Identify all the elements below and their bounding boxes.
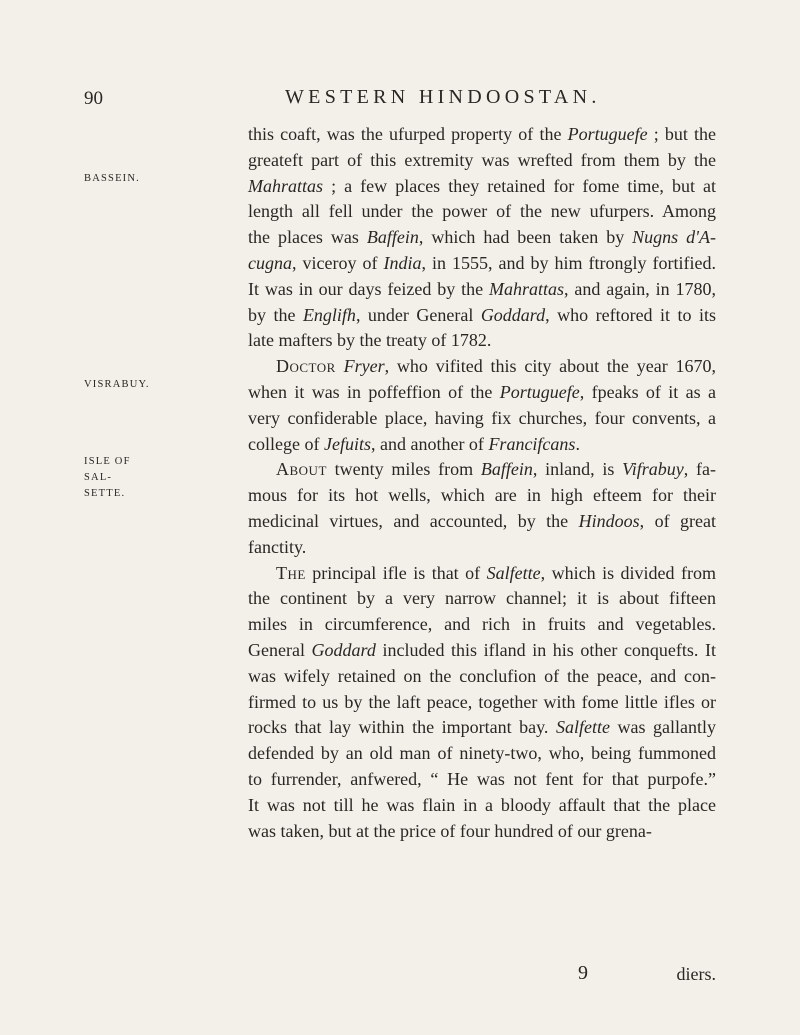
- italic-term: Nugns d'A-: [632, 227, 716, 248]
- text-run: The principal ifle is that of: [276, 562, 487, 583]
- italic-term: Goddard: [311, 639, 376, 660]
- text-run: greateft part of this extremity was wrefted from them by the: [248, 149, 716, 170]
- margin-note-line: SETTE.: [84, 488, 126, 499]
- italic-term: Fryer: [343, 356, 385, 377]
- italic-term: Francifcans: [488, 433, 576, 454]
- italic-term: Baffein: [366, 227, 419, 248]
- paragraph-lead-word: The: [276, 562, 306, 583]
- text-run: by the: [248, 304, 303, 325]
- text-line: [248, 432, 716, 458]
- text-run: the places was: [248, 227, 367, 248]
- text-run: , viceroy of: [292, 252, 384, 273]
- text-line: [248, 457, 716, 483]
- text-line: [248, 819, 716, 845]
- text-line: [248, 767, 716, 793]
- italic-term: Mahrattas: [488, 278, 564, 299]
- italic-term: Baffein: [480, 459, 533, 480]
- text-run: very confiderable place, having fix churches, four convents, a: [248, 407, 716, 428]
- text-run: , and again, in 1780,: [564, 278, 716, 299]
- text-run: , which had been taken by: [418, 227, 633, 248]
- text-run: , and another of: [370, 433, 489, 454]
- italic-term: Mahrattas: [248, 175, 324, 196]
- italic-term: Goddard: [480, 304, 546, 325]
- text-line: [248, 225, 716, 251]
- margin-note-isle-of-salsette: [84, 454, 150, 502]
- text-run: college of: [248, 433, 324, 454]
- text-line: [248, 561, 716, 587]
- running-head: WESTERN HINDOOSTAN.: [285, 86, 601, 108]
- margin-note-bassein: BASSEIN.: [84, 173, 140, 184]
- text-run: It was in our days feized by the: [248, 278, 489, 299]
- text-line: [248, 406, 716, 432]
- italic-term: India: [383, 252, 422, 273]
- text-run: , under General: [355, 304, 481, 325]
- text-run: length all fell under the power of the new ufurpers. Among: [248, 201, 716, 222]
- text-line: [248, 535, 716, 561]
- catchword: diers.: [676, 964, 716, 984]
- text-line: [248, 483, 716, 509]
- text-line: [248, 715, 716, 741]
- text-line: [248, 122, 716, 148]
- text-run: General: [248, 639, 312, 660]
- text-run: the continent by a very narrow channel; it is about fifteen: [248, 588, 716, 609]
- paragraph-lead-word: About: [276, 459, 327, 480]
- text-line: [248, 277, 716, 303]
- text-run: was gallantly: [609, 717, 716, 738]
- margin-note-line: ISLE OF SAL-: [84, 456, 131, 483]
- text-run: It was not till he was flain in a bloody affault that the place: [248, 794, 716, 815]
- text-line: [248, 354, 716, 380]
- text-run: late mafters by the treaty of 1782.: [248, 330, 492, 351]
- signature-mark: 9: [578, 962, 588, 984]
- italic-term: Hindoos: [578, 510, 640, 531]
- text-line: [248, 638, 716, 664]
- text-line: [248, 741, 716, 767]
- text-run: , who reftored it to its: [545, 304, 716, 325]
- italic-term: Salfette: [486, 562, 541, 583]
- text-run: firmed to us by the laft peace, together with fome little ifles or: [248, 691, 716, 712]
- italic-term: Vifrabuy: [622, 459, 684, 480]
- text-run: medicinal virtues, and accounted, by the: [248, 510, 579, 531]
- text-line: [248, 664, 716, 690]
- italic-term: Salfette: [555, 717, 610, 738]
- text-run: this coaft, was the ufurped property of the: [248, 124, 568, 144]
- italic-term: Englifh: [302, 304, 356, 325]
- italic-term: Jefuits: [323, 433, 371, 454]
- text-run: .: [575, 433, 580, 454]
- text-line: [248, 148, 716, 174]
- text-run: ; a few places they retained for fome time, but at: [323, 175, 716, 196]
- text-run: fanctity.: [248, 536, 307, 557]
- page-number: 90: [84, 88, 103, 109]
- text-line: [248, 612, 716, 638]
- text-run: mous for its hot wells, which are in high efteem for their: [248, 485, 716, 506]
- text-run: , inland, is: [532, 459, 623, 480]
- text-run: included this ifland in his other conquefts. It: [375, 639, 716, 660]
- text-line: [248, 380, 716, 406]
- body-text: [248, 122, 716, 844]
- text-line: [248, 174, 716, 200]
- text-run: defended by an old man of ninety-two, who, being fummoned: [248, 743, 716, 764]
- text-run: was wifely retained on the conclufion of the peace, and con-: [248, 665, 716, 686]
- text-run: miles in circumference, and rich in fruits and vegetables.: [248, 614, 716, 635]
- text-run: ; but the: [647, 124, 716, 144]
- margin-note-visrabuy: VISRABUY.: [84, 379, 150, 390]
- text-line: [248, 199, 716, 225]
- text-run: [276, 356, 344, 376]
- text-line: [248, 690, 716, 716]
- text-run: when it was in poffeffion of the: [248, 381, 500, 402]
- italic-term: Portuguefe: [499, 381, 580, 402]
- text-run: to furrender, anfwered, “ He was not fent for that purpofe.”: [248, 768, 716, 789]
- text-run: , fa-: [683, 459, 716, 480]
- text-run: , who vifited this city about the year 1670,: [384, 356, 717, 377]
- text-run: , which is divided from: [540, 562, 717, 583]
- text-line: [248, 509, 716, 535]
- text-line: [248, 251, 716, 277]
- text-line: [248, 303, 716, 329]
- text-line: [248, 793, 716, 819]
- text-run: , in 1555, and by him ftrongly fortified.: [421, 252, 717, 273]
- italic-term: Portuguefe: [567, 124, 648, 144]
- italic-term: cugna: [248, 252, 292, 273]
- paragraph-lead-word: Doctor: [276, 356, 336, 377]
- text-line: [248, 586, 716, 612]
- text-run: was taken, but at the price of four hundred of our grena-: [248, 820, 652, 841]
- text-run: rocks that lay within the important bay.: [248, 717, 556, 738]
- text-line: [248, 328, 716, 354]
- text-run: , of great: [639, 510, 716, 531]
- text-run: About twenty miles from: [276, 459, 481, 480]
- text-run: , fpeaks of it as a: [579, 381, 716, 402]
